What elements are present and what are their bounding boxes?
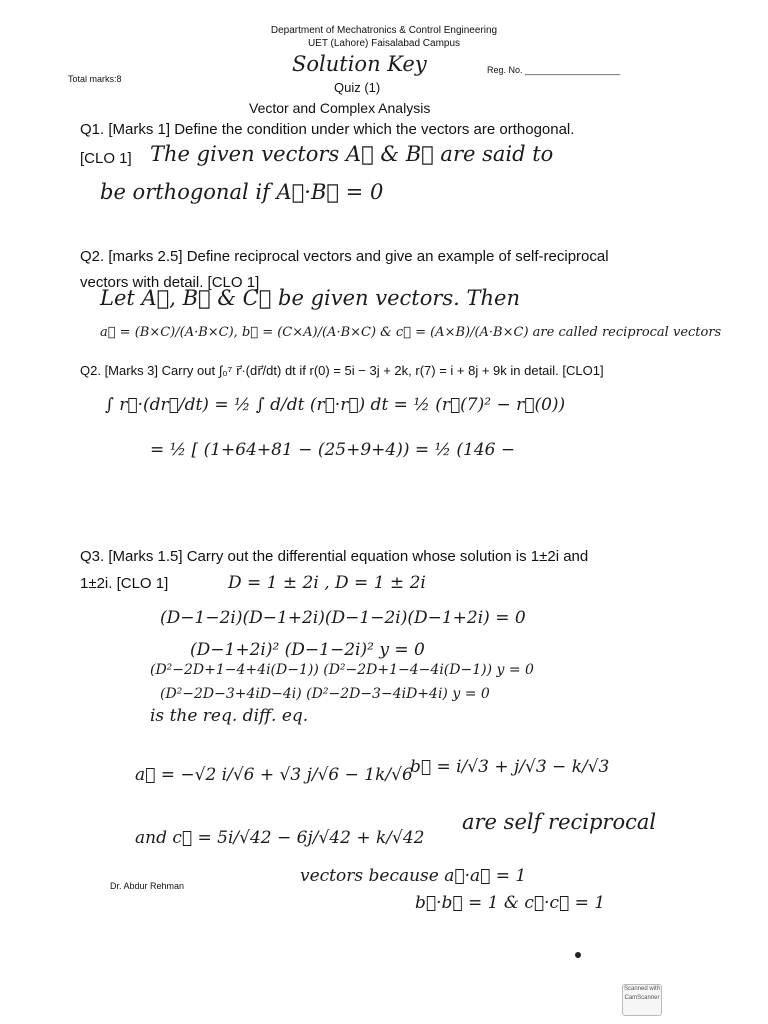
example-because2: b⃗·b⃗ = 1 & c⃗·c⃗ = 1 [415, 893, 606, 913]
example-b-vector: b⃗ = i/√3 + j/√3 − k/√3 [410, 757, 610, 777]
q3-step1: (D−1−2i)(D−1+2i)(D−1−2i)(D−1+2i) = 0 [160, 608, 526, 628]
example-c-vector: and c⃗ = 5i/√42 − 6j/√42 + k/√42 [135, 828, 425, 848]
course-title: Vector and Complex Analysis [249, 100, 431, 116]
q3-roots: D = 1 ± 2i , D = 1 ± 2i [228, 573, 426, 593]
q3-question-line2: 1±2i. [CLO 1] [80, 575, 169, 592]
example-a-vector: a⃗ = −√2 i/√6 + √3 j/√6 − 1k/√6 [135, 765, 413, 785]
solution-key-heading: Solution Key [292, 52, 427, 76]
q3-question-line1: Q3. [Marks 1.5] Carry out the differential equation whose solution is 1±2i and [80, 548, 589, 565]
q3-step4: (D²−2D−3+4iD−4i) (D²−2D−3−4iD+4i) y = 0 [160, 686, 490, 702]
q2b-answer-line2: = ½ [ (1+64+81 − (25+9+4)) = ½ (146 − [150, 440, 516, 460]
example-conclusion: are self reciprocal [462, 810, 657, 834]
q1-question-line1: Q1. [Marks 1] Define the condition under which the vectors are orthogonal. [80, 121, 575, 138]
ink-dot [575, 952, 581, 958]
q2b-question: Q2. [Marks 3] Carry out ∫₀⁷ r⃗·(dr⃗/dt) dt if r(0) = 5i − 3j + 2k, r(7) = i + 8j + 9k in detail. [CLO1] [80, 363, 604, 378]
reg-no: Reg. No. ___________________ [487, 65, 621, 75]
q1-answer-line1: The given vectors A⃗ & B⃗ are said to [150, 142, 554, 166]
q1-question-line2: [CLO 1] [80, 150, 132, 167]
q2-question-line2: vectors with detail. [CLO 1] [80, 274, 260, 291]
q3-step2: (D−1+2i)² (D−1−2i)² y = 0 [190, 640, 425, 660]
q3-step5: is the req. diff. eq. [150, 706, 309, 726]
camscanner-logo [622, 984, 662, 1016]
quiz-title: Quiz (1) [334, 80, 381, 95]
camscanner-label: Scanned with CamScanner [623, 986, 661, 1001]
q2-question-line1: Q2. [marks 2.5] Define reciprocal vectors and give an example of self-reciprocal [80, 248, 609, 265]
q2-answer-line1: Let A⃗, B⃗ & C⃗ be given vectors. Then [100, 286, 521, 310]
q3-step3: (D²−2D+1−4+4i(D−1)) (D²−2D+1−4−4i(D−1)) y = 0 [150, 662, 534, 678]
q2-answer-line2: a⃗ = (B×C)/(A·B×C), b⃗ = (C×A)/(A·B×C) & c⃗ = (A×B)/(A·B×C) are called reciprocal vectors [100, 325, 722, 340]
total-marks: Total marks:8 [68, 74, 122, 84]
q2b-answer-line1: ∫ r⃗·(dr⃗/dt) = ½ ∫ d/dt (r⃗·r⃗) dt = ½ (r⃗(7)² − r⃗(0)) [105, 395, 566, 415]
example-because: vectors because a⃗·a⃗ = 1 [300, 866, 527, 886]
q1-answer-line2: be orthogonal if A⃗·B⃗ = 0 [100, 180, 384, 204]
campus-name: UET (Lahore) Faisalabad Campus [307, 38, 461, 49]
author-name: Dr. Abdur Rehman [110, 881, 185, 891]
department-name: Department of Mechatronics & Control Engineering [270, 25, 498, 36]
